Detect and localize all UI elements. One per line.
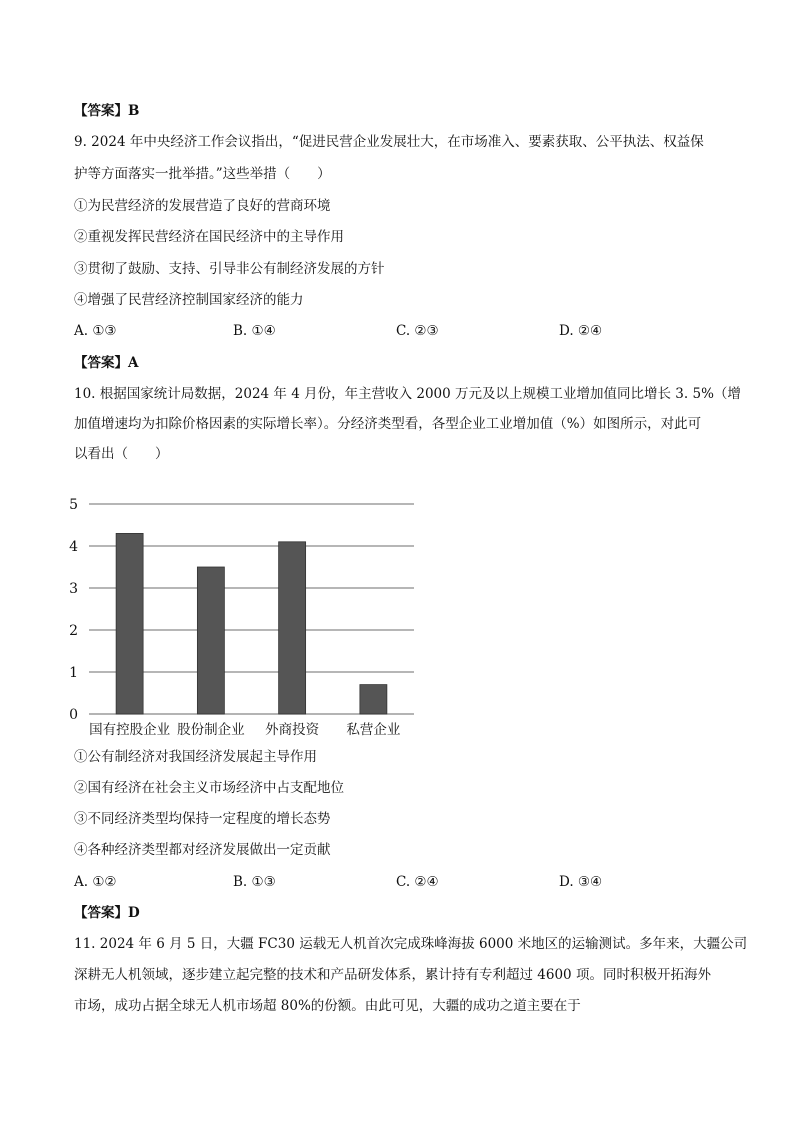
bar (360, 685, 387, 714)
y-tick-label: 3 (69, 581, 78, 597)
y-tick-label: 0 (69, 707, 78, 723)
q10-answer: 【答案】D (74, 905, 140, 921)
q9-option-c: C. ②③ (396, 323, 439, 339)
q9-item-3: ③贯彻了鼓励、支持、引导非公有制经济发展的方针 (74, 261, 385, 277)
q9-item-1: ①为民营经济的发展营造了良好的营商环境 (74, 198, 331, 214)
answer-prev: 【答案】B (74, 103, 140, 119)
q10-item-1: ①公有制经济对我国经济发展起主导作用 (74, 749, 317, 765)
q11-stem-line1: 11. 2024 年 6 月 5 日，大疆 FC30 运载无人机首次完成珠峰海拔 6000 米地区的运输测试。多年来，大疆公司 (74, 936, 748, 952)
q10-stem-line2: 加值增速均为扣除价格因素的实际增长率）。分经济类型看，各型企业工业增加值（%）如图所示，对此可 (74, 416, 702, 432)
q10-item-3: ③不同经济类型均保持一定程度的增长态势 (74, 811, 331, 827)
q10-option-b: B. ①③ (233, 874, 276, 890)
q9-item-2: ②重视发挥民营经济在国民经济中的主导作用 (74, 229, 344, 245)
bar (279, 542, 306, 714)
q10-item-2: ②国有经济在社会主义市场经济中占支配地位 (74, 780, 344, 796)
q9-option-b: B. ①④ (233, 323, 276, 339)
y-tick-label: 2 (69, 623, 78, 639)
x-tick-label: 外商投资 (265, 722, 320, 738)
q9-stem-line1: 9. 2024 年中央经济工作会议指出，“促进民营企业发展壮大，在市场准入、要素获取、公平执法、权益保 (74, 134, 704, 150)
q10-option-a: A. ①② (74, 874, 117, 890)
q10-stem-line3: 以看出（ ） (74, 446, 169, 462)
bar (116, 533, 143, 714)
y-tick-label: 1 (69, 665, 78, 681)
q10-item-4: ④各种经济类型都对经济发展做出一定贡献 (74, 842, 331, 858)
x-tick-label: 私营企业 (346, 722, 401, 738)
y-tick-label: 4 (69, 539, 78, 555)
q9-stem-line2: 护等方面落实一批举措。”这些举措（ ） (74, 166, 331, 182)
q10-option-c: C. ②④ (396, 874, 439, 890)
q10-option-d: D. ③④ (559, 874, 603, 890)
y-tick-label: 5 (69, 497, 78, 513)
q11-stem-line3: 市场，成功占据全球无人机市场超 80%的份额。由此可见，大疆的成功之道主要在于 (74, 998, 581, 1014)
q9-answer: 【答案】A (74, 355, 139, 371)
q9-option-a: A. ①③ (74, 323, 117, 339)
q9-item-4: ④增强了民营经济控制国家经济的能力 (74, 292, 304, 308)
q10-stem-line1: 10. 根据国家统计局数据，2024 年 4 月份，年主营收入 2000 万元及以上规模工业增加值同比增长 3. 5%（增 (74, 386, 741, 402)
q11-stem-line2: 深耕无人机领域，逐步建立起完整的技术和产品研发体系，累计持有专利超过 4600 项。同时积极开拓海外 (74, 967, 711, 983)
x-tick-label: 股份制企业 (177, 722, 245, 738)
x-tick-label: 国有控股企业 (89, 722, 171, 738)
bar (197, 567, 224, 714)
q9-option-d: D. ②④ (559, 323, 603, 339)
